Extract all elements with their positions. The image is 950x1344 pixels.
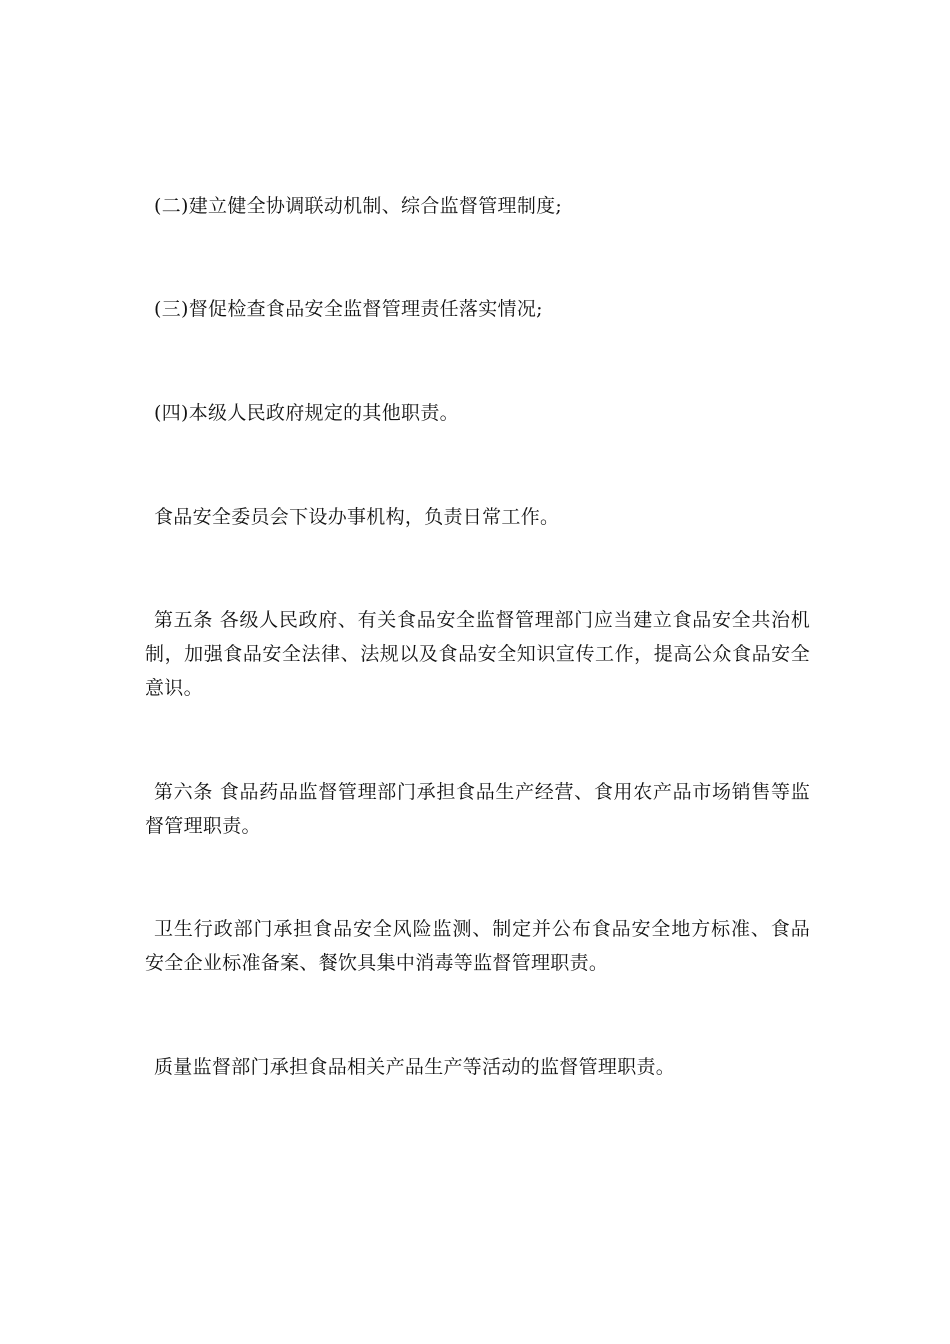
paragraph-article-5: 第五条 各级人民政府、有关食品安全监督管理部门应当建立食品安全共治机制，加强食品安全法律、法规以及食品安全知识宣传工作，提高公众食品安全意识。 xyxy=(145,609,810,699)
paragraph-article-6: 第六条 食品药品监督管理部门承担食品生产经营、食用农产品市场销售等监督管理职责。 xyxy=(145,781,810,837)
paragraph-item-3: (三)督促检查食品安全监督管理责任落实情况; xyxy=(154,298,543,320)
paragraph-office-note: 食品安全委员会下设办事机构，负责日常工作。 xyxy=(154,506,560,528)
paragraph-item-4: (四)本级人民政府规定的其他职责。 xyxy=(154,402,459,424)
paragraph-health-dept: 卫生行政部门承担食品安全风险监测、制定并公布食品安全地方标准、食品安全企业标准备案、餐饮具集中消毒等监督管理职责。 xyxy=(145,918,810,974)
paragraph-quality-dept: 质量监督部门承担食品相关产品生产等活动的监督管理职责。 xyxy=(154,1056,676,1078)
paragraph-item-2: (二)建立健全协调联动机制、综合监督管理制度; xyxy=(154,195,563,217)
